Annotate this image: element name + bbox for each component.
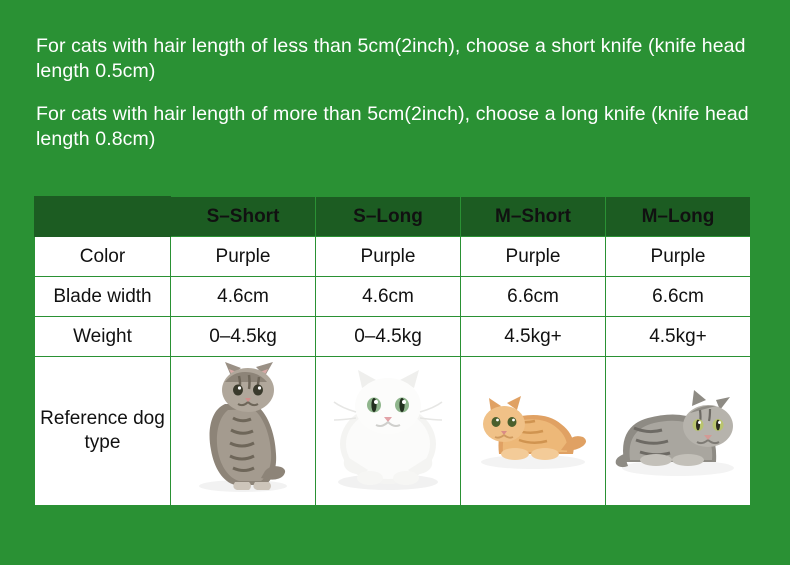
intro-line-short-knife: For cats with hair length of less than 5cm(2inch), choose a short knife (knife head length 0.5cm) [36,35,746,82]
tabby-kitten-icon [173,358,313,504]
grey-tabby-cat-lying-photo [606,358,750,504]
table-row-weight [35,317,751,357]
table-header-row [35,197,751,237]
row-label-weight: Weight [35,317,171,357]
spec-table-container [34,196,750,506]
grey-tabby-cat-lying-icon [608,358,748,504]
table-corner-cell [35,197,171,237]
orange-cat-lying-icon [463,358,603,504]
row-label-reference-type-text: Reference dog type [40,408,165,453]
spec-table-body [35,237,751,506]
cell-blade-width-s-short: 4.6cm [171,277,316,317]
white-fluffy-cat-icon [318,358,458,504]
row-label-blade-width: Blade width [35,277,171,317]
cell-blade-width-m-short: 6.6cm [461,277,606,317]
table-row-reference-type [35,357,751,506]
cell-photo-m-short [461,357,606,506]
spec-table-head [35,197,751,237]
cell-color-s-long: Purple [316,237,461,277]
row-label-reference-type [35,357,171,506]
cell-blade-width-m-long: 6.6cm [606,277,751,317]
column-header-s-long: S–Long [316,197,461,237]
column-header-m-short: M–Short [461,197,606,237]
cell-blade-width-s-long: 4.6cm [316,277,461,317]
orange-cat-lying-photo [461,358,605,504]
cell-photo-s-long [316,357,461,506]
cell-weight-m-long: 4.5kg+ [606,317,751,357]
white-fluffy-cat-photo [316,358,460,504]
row-label-color: Color [35,237,171,277]
tabby-kitten-photo [171,358,315,504]
intro-line-long-knife: For cats with hair length of more than 5cm(2inch), choose a long knife (knife head length 0.8cm) [36,103,749,150]
cell-color-m-long: Purple [606,237,751,277]
table-row-color [35,237,751,277]
cell-weight-s-short: 0–4.5kg [171,317,316,357]
column-header-s-short: S–Short [171,197,316,237]
intro-text-block [36,34,782,152]
cell-color-m-short: Purple [461,237,606,277]
spec-table [34,196,751,506]
column-header-m-long: M–Long [606,197,751,237]
cell-weight-s-long: 0–4.5kg [316,317,461,357]
table-row-blade-width [35,277,751,317]
cell-color-s-short: Purple [171,237,316,277]
cell-photo-s-short [171,357,316,506]
cell-weight-m-short: 4.5kg+ [461,317,606,357]
cell-photo-m-long [606,357,751,506]
